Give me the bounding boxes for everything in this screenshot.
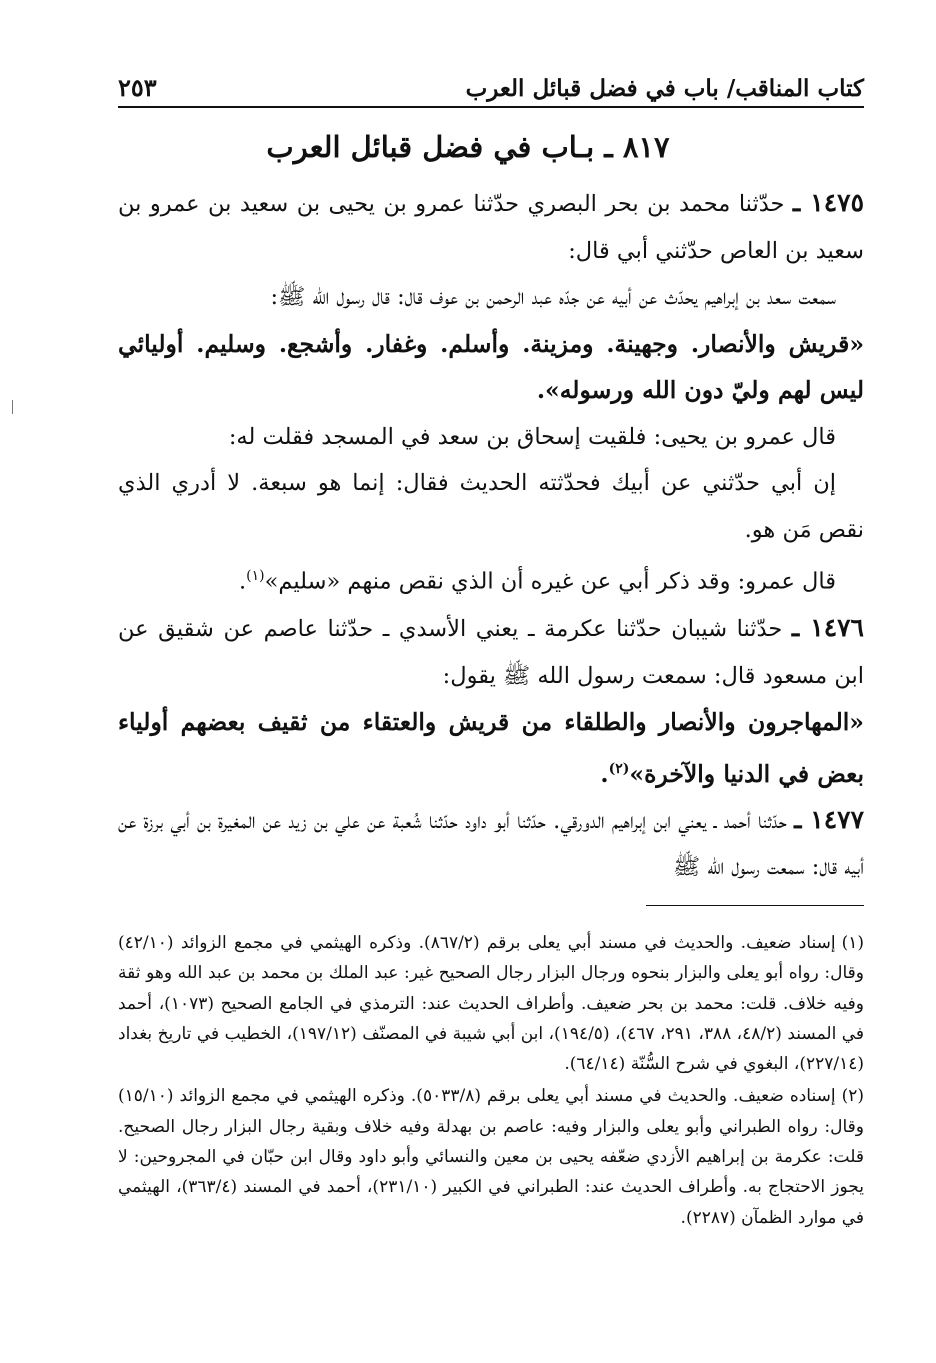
footnote-2 xyxy=(118,1081,864,1232)
hadith-1475-isnad xyxy=(118,180,864,274)
hadith-1475-matn: «قريش والأنصار. وجهينة. ومزينة. وأسلم. وغفار. وأشجع. وسليم. أوليائي ليس لهم وليّ دون الله ورسوله». xyxy=(118,329,864,404)
hadith-1475-isnad-continued: سمعت سعد بن إبراهيم يحدّث عن أبيه عن جدّه عبد الرحمن بن عوف قال: قال رسول الله ﷺ: xyxy=(270,284,836,310)
footnote-label: (٢) xyxy=(841,1086,864,1107)
hadith-1475-comment: إن أبي حدّثني عن أبيك فحدّثته الحديث فقال: إنما هو سبعة. لا أدري الذي نقص مَن هو. xyxy=(118,470,864,543)
footnotes xyxy=(118,928,864,1235)
hadith-1477-isnad xyxy=(118,797,864,891)
running-title: كتاب المناقب/ باب في فضل قبائل العرب xyxy=(465,75,864,102)
chapter-heading: ٨١٧ ـ بـاب في فضل قبائل العرب xyxy=(266,130,670,164)
isnad-text: حدّثنا أحمد ـ يعني ابن إبراهيم الدورقي. حدّثنا أبو داود حدّثنا شُعبة عن علي بن زيد عن المغيرة بن أبي برزة عن أبيه قال: سمعت رسول الله ﷺ xyxy=(118,807,864,881)
comment-end: . xyxy=(238,568,247,595)
footnote-label: (١) xyxy=(841,933,865,953)
hadith-1475-comment xyxy=(118,553,864,605)
footnote-1 xyxy=(118,928,864,1079)
comment-text: قال عمرو: وقد ذكر أبي عن غيره أن الذي نقص منهم «سليم» xyxy=(264,568,836,595)
isnad-text: حدّثنا شيبان حدّثنا عكرمة ـ يعني الأسدي ـ حدّثنا عاصم عن شقيق عن ابن مسعود قال: سمعت رسول الله ﷺ يقول: xyxy=(118,616,864,689)
page-number: ٢٥٣ xyxy=(118,73,157,102)
hadith-1475-comment: قال عمرو بن يحيى: فلقيت إسحاق بن سعد في المسجد فقلت له: xyxy=(228,423,836,450)
footnote-reference: (٢) xyxy=(608,760,630,777)
isnad-text: حدّثنا محمد بن بحر البصري حدّثنا عمرو بن يحيى بن سعيد بن عمرو بن سعيد بن العاص حدّثني أبي قال: xyxy=(118,191,864,264)
running-header xyxy=(118,62,864,108)
hadith-number: ١٤٧٥ ـ xyxy=(792,188,864,217)
footnote-reference: (١) xyxy=(246,568,265,584)
margin-mark xyxy=(12,400,13,414)
footnote-text: إسناد ضعيف. والحديث في مسند أبي يعلى برقم (٨٦٧/٢). وذكره الهيثمي في مجمع الزوائد (٤٢/١٠) وقال: رواه أبو يعلى والبزار بنحوه ورجال البزار رجال الصحيح غير: عبد الملك بن محمد بن عبد الله وهو ثقة وفيه خلاف. قلت: محمد بن بحر ضعيف. وأطراف الحديث عند: الترمذي في الجامع الصحيح (١٠٧٣)، أحمد في المسند (٤٨/٢، ٣٨٨، ٢٩١، ٤٦٧)، (١٩٤/٥)، ابن أبي شيبة في المصنّف (١٩٧/١٢)، الخطيب في تاريخ بغداد (٢٢٧/١٤)، البغوي في شرح السُّنّة (٦٤/١٤). xyxy=(118,933,865,1075)
matn-text: «المهاجرون والأنصار والطلقاء من قريش والعتقاء من ثقيف بعضهم أولياء بعض في الدنيا والآخرة» xyxy=(118,708,864,788)
main-text xyxy=(118,180,864,891)
footnote-text: إسناده ضعيف. والحديث في مسند أبي يعلى برقم (٥٠٣٣/٨). وذكره الهيثمي في مجمع الزوائد (١٥/١٠) وقال: رواه الطبراني وأبو يعلى والبزار وفيه: عاصم بن بهدلة وفيه خلاف وبقية رجال البزار رجال الصحيح. قلت: عكرمة بن إبراهيم الأزدي ضعّفه يحيى بن معين والنسائي وأبو داود وقال ابن حبّان في المجروحين: لا يجوز الاحتجاج به. وأطراف الحديث عند: الطبراني في الكبير (٢٣١/١٠)، أحمد في المسند (٣٦٣/٤)، الهيثمي في موارد الظمآن (٢٢٨٧). xyxy=(118,1086,864,1228)
matn-end: . xyxy=(600,759,609,788)
hadith-1476-matn xyxy=(118,699,864,797)
hadith-number: ١٤٧٦ ـ xyxy=(791,613,864,642)
footnote-divider xyxy=(646,905,864,906)
hadith-number: ١٤٧٧ ـ xyxy=(794,804,864,834)
hadith-1476-isnad xyxy=(118,605,864,699)
